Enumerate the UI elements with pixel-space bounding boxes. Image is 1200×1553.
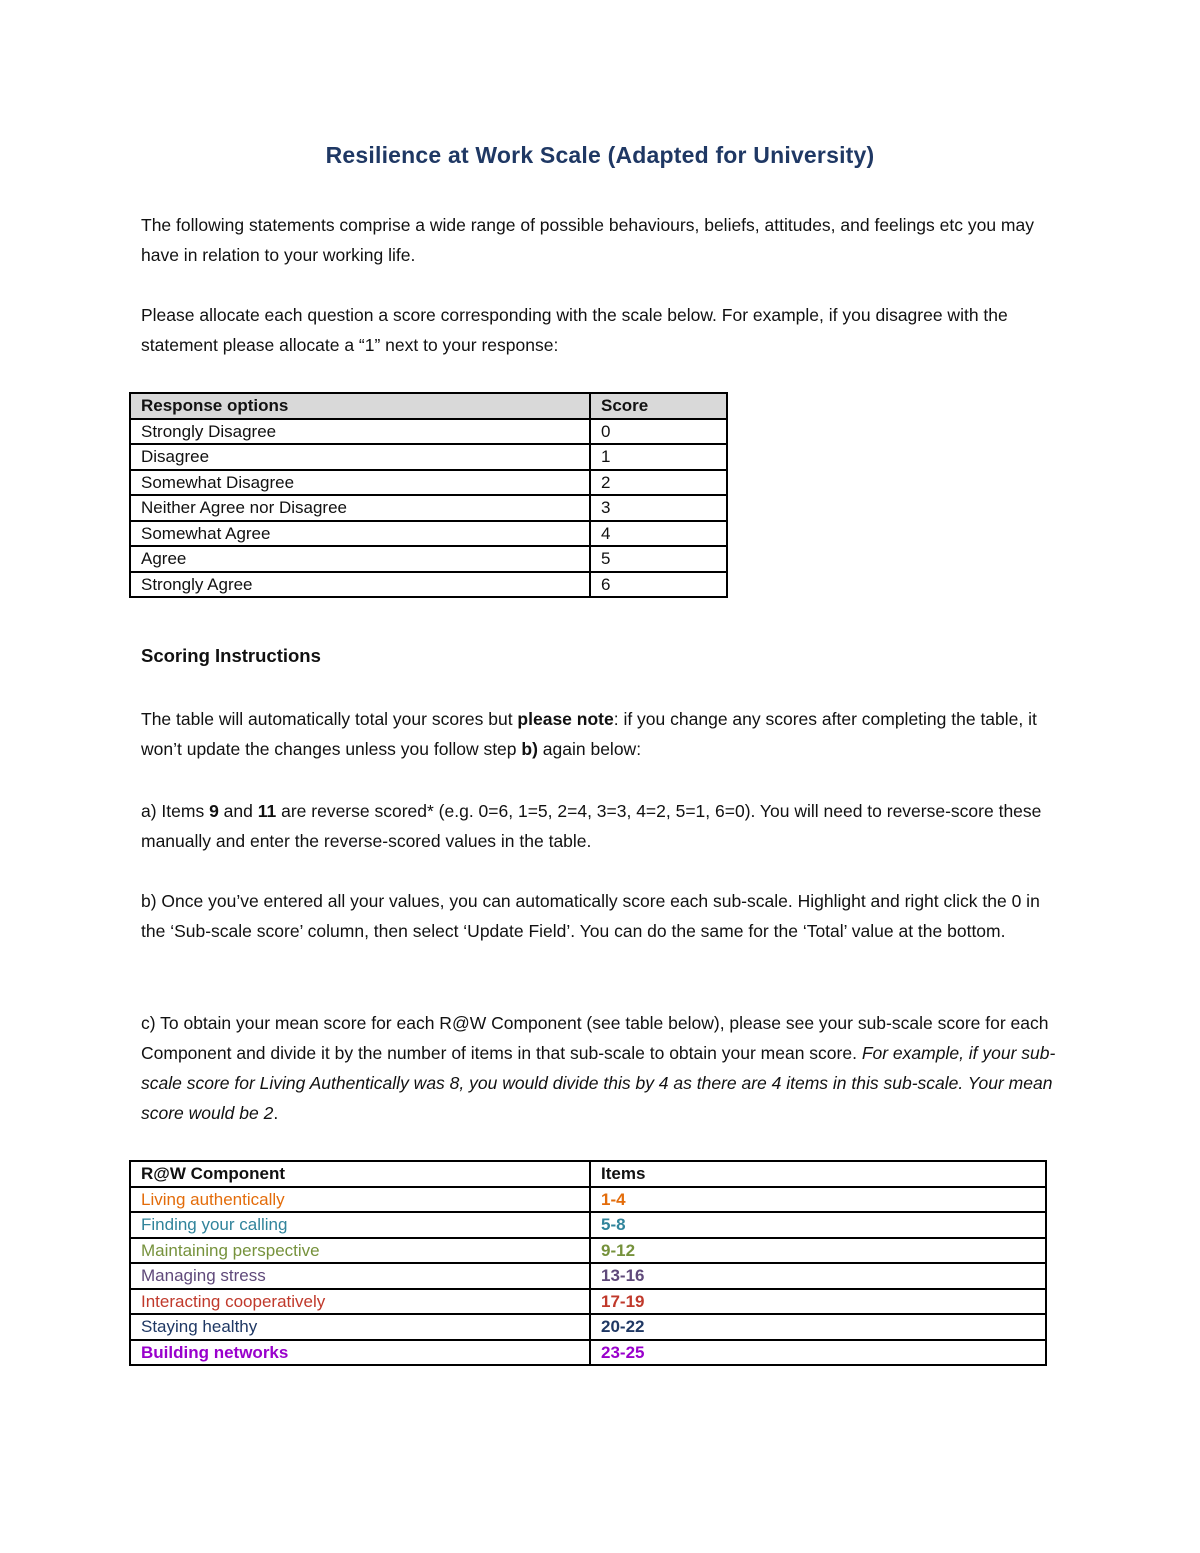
response-score: 6: [590, 572, 727, 598]
header-component: R@W Component: [130, 1161, 590, 1187]
component-name: Living authentically: [130, 1187, 590, 1213]
response-option: Somewhat Agree: [130, 521, 590, 547]
table-row: [130, 1238, 1046, 1264]
table-row: [130, 444, 727, 470]
table-row: [130, 1314, 1046, 1340]
component-name: Staying healthy: [130, 1314, 590, 1340]
component-items: 17-19: [590, 1289, 1046, 1315]
component-name: Interacting cooperatively: [130, 1289, 590, 1315]
step-b-paragraph: b) Once you’ve entered all your values, you can automatically score each sub-scale. Highlight and right click the 0 in the ‘Sub-scale score’ column, then select ‘Update Field’. You can do the same for the ‘Total’ value at the bottom.: [141, 891, 1040, 941]
component-table: [129, 1160, 1047, 1366]
component-items: 13-16: [590, 1263, 1046, 1289]
text-run: and: [218, 801, 258, 821]
response-options-table: [129, 392, 728, 598]
header-items: Items: [590, 1161, 1046, 1187]
text-run: : if you change any scores after completing the table, it won’t update the changes unless you follow step: [141, 709, 1037, 759]
bold-run: 11: [257, 801, 277, 821]
table-row: [130, 1340, 1046, 1366]
text-run: The table will automatically total your scores but: [141, 709, 518, 729]
scoring-heading: Scoring Instructions: [141, 645, 321, 666]
table-row: [130, 470, 727, 496]
bold-run: b): [521, 739, 538, 759]
component-items: 5-8: [590, 1212, 1046, 1238]
table-row: [130, 1289, 1046, 1315]
response-option: Neither Agree nor Disagree: [130, 495, 590, 521]
header-response-options: Response options: [130, 393, 590, 419]
component-items: 23-25: [590, 1340, 1046, 1366]
scoring-note-paragraph: [141, 704, 1061, 764]
text-run: again below:: [537, 739, 642, 759]
table-header-row: [130, 1161, 1046, 1187]
table-row: [130, 1212, 1046, 1238]
component-name: Maintaining perspective: [130, 1238, 590, 1264]
response-score: 1: [590, 444, 727, 470]
component-name: Managing stress: [130, 1263, 590, 1289]
response-option: Somewhat Disagree: [130, 470, 590, 496]
header-score: Score: [590, 393, 727, 419]
italic-run: For example, if your sub-scale score for Living Authentically was 8, you would divide this by 4 as there are 4 items in this sub-scale. Your mean score would be 2: [141, 1043, 1056, 1123]
component-items: 20-22: [590, 1314, 1046, 1340]
page-title: Resilience at Work Scale (Adapted for University): [325, 142, 875, 168]
step-a-paragraph: [141, 796, 1061, 856]
table-row: [130, 1187, 1046, 1213]
text-run: c) To obtain your mean score for each R@W Component (see table below), please see your sub-scale score for each Component and divide it by the number of items in that sub-scale to obtain your mean score.: [141, 1013, 1049, 1063]
table-header-row: [130, 393, 727, 419]
table-row: [130, 419, 727, 445]
component-name: Building networks: [130, 1340, 590, 1366]
bold-run: 9: [209, 801, 219, 821]
component-items: 9-12: [590, 1238, 1046, 1264]
intro-paragraph: The following statements comprise a wide range of possible behaviours, beliefs, attitudes, and feelings etc you may have in relation to your working life.: [141, 215, 1034, 265]
table-row: [130, 546, 727, 572]
text-run: .: [273, 1103, 279, 1123]
table-row: [130, 495, 727, 521]
text-run: are reverse scored* (e.g. 0=6, 1=5, 2=4, 3=3, 4=2, 5=1, 6=0). You will need to reverse-score these manually and enter the reverse-scored values in the table.: [141, 801, 1042, 851]
response-option: Agree: [130, 546, 590, 572]
response-score: 2: [590, 470, 727, 496]
response-option: Strongly Disagree: [130, 419, 590, 445]
response-score: 0: [590, 419, 727, 445]
bold-run: please note: [517, 709, 614, 729]
table-row: [130, 1263, 1046, 1289]
table-row: [130, 572, 727, 598]
response-score: 5: [590, 546, 727, 572]
step-c-paragraph: [141, 1008, 1061, 1128]
response-option: Disagree: [130, 444, 590, 470]
allocate-paragraph: Please allocate each question a score corresponding with the scale below. For example, if you disagree with the statement please allocate a “1” next to your response:: [141, 305, 1008, 355]
table-row: [130, 521, 727, 547]
response-score: 4: [590, 521, 727, 547]
response-score: 3: [590, 495, 727, 521]
component-name: Finding your calling: [130, 1212, 590, 1238]
response-option: Strongly Agree: [130, 572, 590, 598]
component-items: 1-4: [590, 1187, 1046, 1213]
text-run: a) Items: [141, 801, 210, 821]
